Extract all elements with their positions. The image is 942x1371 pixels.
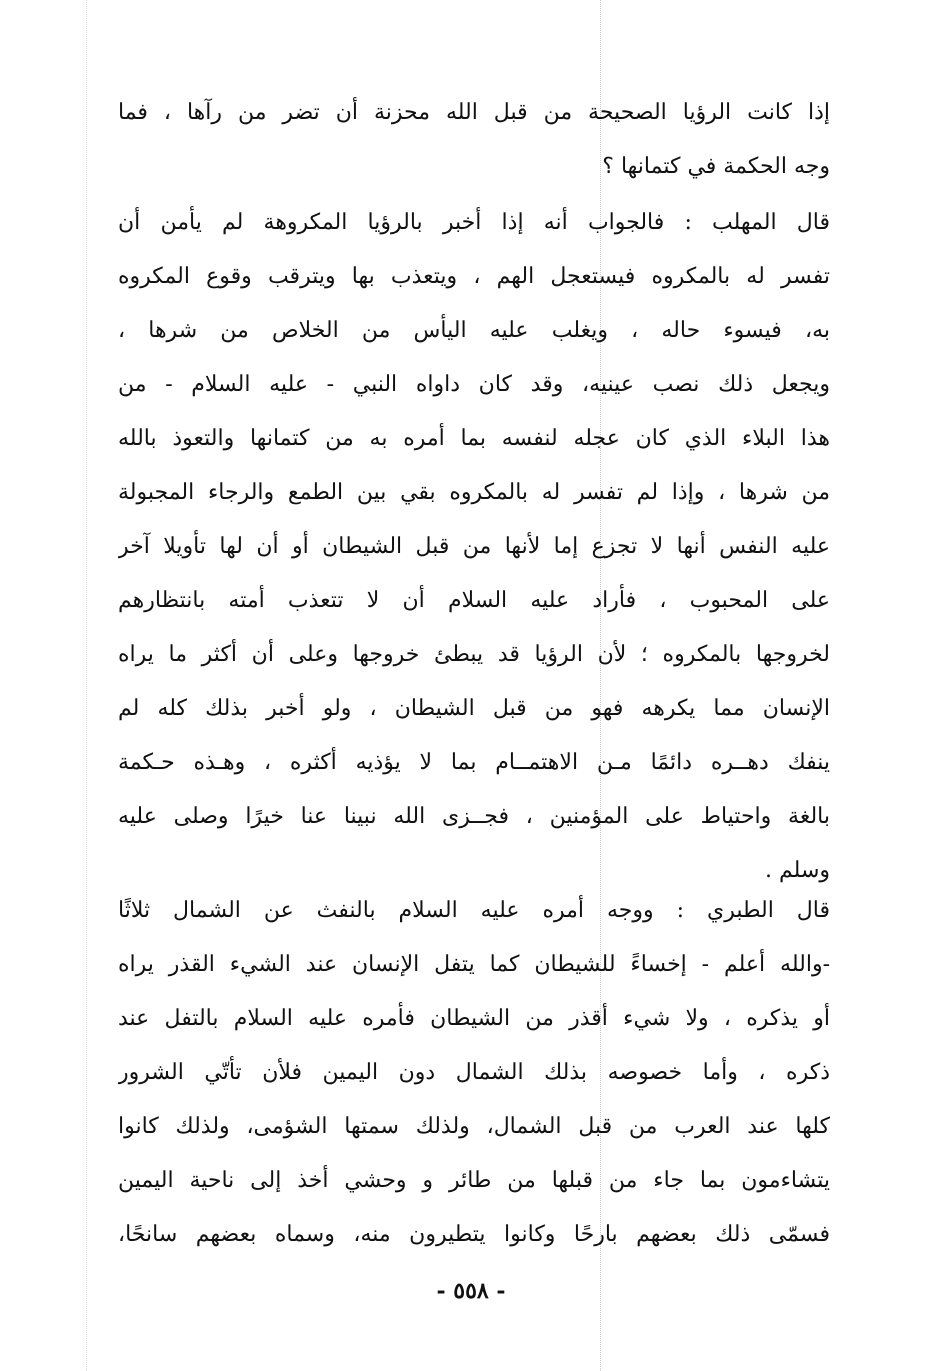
text-line: قال المهلب : فالجواب أنه إذا أخبر بالرؤيا المكروهة لم يأمن أن <box>118 210 830 235</box>
text-line: ويجعل ذلك نصب عينيه، وقد كان داواه النبي - عليه السلام - من <box>118 372 830 397</box>
text-line: ينفك دهــره دائمًا مـن الاهتمــام بما لا يؤذيه أكثره ، وهـذه حـكمة <box>118 750 830 775</box>
text-line: إذا كانت الرؤيا الصحيحة من قبل الله محزنة أن تضر من رآها ، فما <box>118 100 830 125</box>
text-line: كلها عند العرب من قبل الشمال، ولذلك سمتها الشؤمى، ولذلك كانوا <box>118 1114 830 1139</box>
text-line: قال الطبري : ووجه أمره عليه السلام بالنفث عن الشمال ثلاثًا <box>118 898 830 923</box>
text-line: من شرها ، وإذا لم تفسر له بالمكروه بقي بين الطمع والرجاء المجبولة <box>118 480 830 505</box>
text-line: تفسر له بالمكروه فيستعجل الهم ، ويتعذب بها ويترقب وقوع المكروه <box>118 264 830 289</box>
text-line: لخروجها بالمكروه ؛ لأن الرؤيا قد يبطئ خروجها وعلى أن أكثر ما يراه <box>118 642 830 667</box>
text-line: يتشاءمون بما جاء من قبلها من طائر و وحشي أخذ إلى ناحية اليمين <box>118 1168 830 1193</box>
text-line: وسلم . <box>765 858 830 883</box>
text-line: -والله أعلم - إخساءً للشيطان كما يتفل الإنسان عند الشيء القذر يراه <box>118 952 830 977</box>
muhallab-paragraph <box>118 196 830 898</box>
text-line: على المحبوب ، فأراد عليه السلام أن لا تتعذب أمته بانتظارهم <box>118 588 830 613</box>
text-line: بالغة واحتياط على المؤمنين ، فجــزى الله نبينا عنا خيرًا وصلى عليه <box>118 804 830 829</box>
text-line: أو يذكره ، ولا شيء أقذر من الشيطان فأمره عليه السلام بالتفل عند <box>118 1006 830 1031</box>
scan-margin-artifact <box>86 0 87 1371</box>
page-number: - ٥٥٨ - <box>436 1278 506 1304</box>
text-line: هذا البلاء الذي كان عجله لنفسه بما أمره به من كتمانها والتعوذ بالله <box>118 426 830 451</box>
text-line: الإنسان مما يكرهه فهو من قبل الشيطان ، ولو أخبر بذلك كله لم <box>118 696 830 721</box>
question-paragraph <box>118 86 830 194</box>
text-line: وجه الحكمة في كتمانها ؟ <box>602 154 830 179</box>
tabari-paragraph <box>118 884 830 1262</box>
text-line: به، فيسوء حاله ، ويغلب عليه اليأس من الخلاص من شرها ، <box>118 318 830 343</box>
text-line: فسمّى ذلك بعضهم بارحًا وكانوا يتطيرون منه، وسماه بعضهم سانحًا، <box>118 1222 830 1247</box>
text-line: ذكره ، وأما خصوصه بذلك الشمال دون اليمين فلأن تأتّي الشرور <box>118 1060 830 1085</box>
text-line: عليه النفس أنها لا تجزع إما لأنها من قبل الشيطان أو أن لها تأويلا آخر <box>118 534 830 559</box>
